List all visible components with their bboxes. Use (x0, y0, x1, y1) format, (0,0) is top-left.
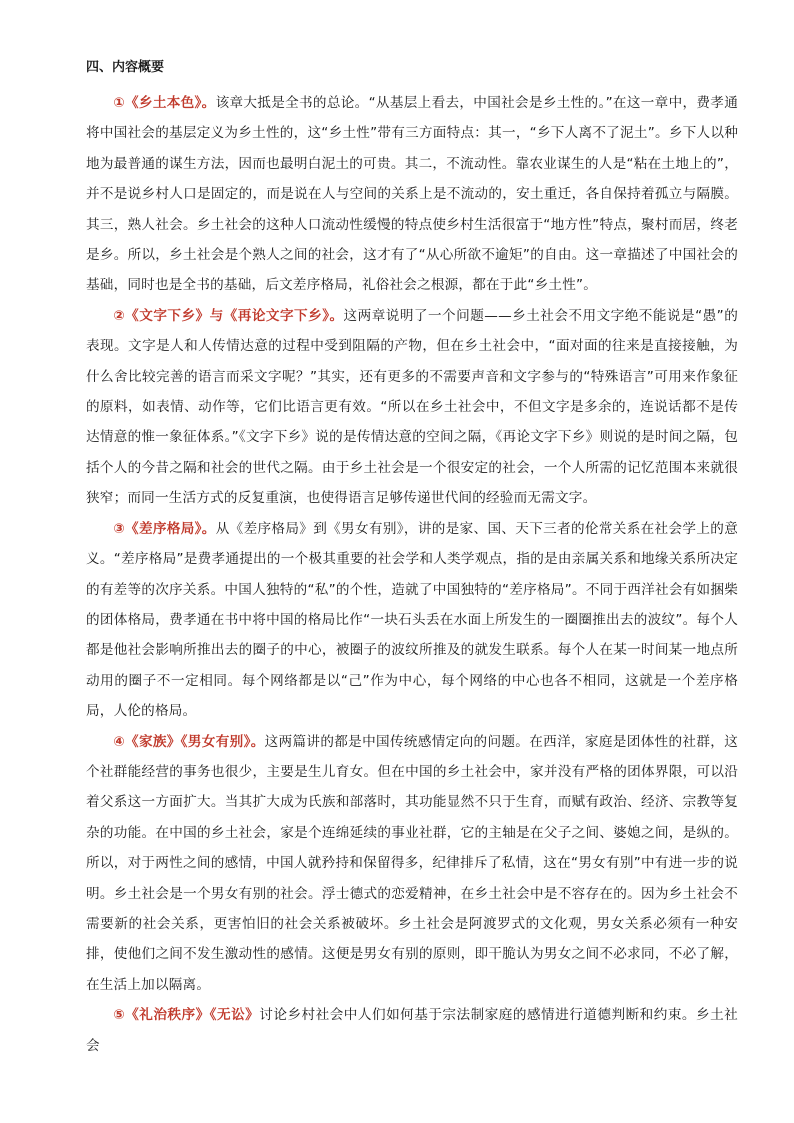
paragraph-3-title: ③《差序格局》。 (113, 520, 216, 537)
paragraph-3 (86, 514, 738, 727)
paragraph-4-title: ④《家族》《男女有别》。 (113, 733, 265, 750)
paragraph-5-title: ⑤《礼治秩序》《无讼》 (113, 1007, 260, 1024)
paragraph-5-text: 讨论乡村社会中人们如何基于宗法制家庭的感情进行道德判断和约束。乡土社会 (86, 1007, 738, 1054)
paragraph-2-text: 这两章说明了一个问题——乡土社会不用文字绝不能说是“愚”的表现。文字是人和人传情达意的过程中受到阻隔的产物，但在乡土社会中，“面对面的往来是直接接触，为什么舍比较完善的语言而采文字呢？”其实，还有更多的不需要声音和文字参与的“特殊语言”可用来作象征的原料，如表情、动作等，它们比语言更有效。“所以在乡土社会中，不但文字是多余的，连说话都不是传达情意的惟一象征体系。”《文字下乡》说的是传情达意的空间之隔，《再论文字下乡》则说的是时间之隔，包括个人的今昔之隔和社会的世代之隔。由于乡土社会是一个很安定的社会，一个人所需的记忆范围本来就很狭窄；而同一生活方式的反复重演，也使得语言足够传递世代间的经验而无需文字。 (86, 307, 738, 507)
paragraph-2 (86, 301, 738, 514)
paragraph-3-text: 从《差序格局》到《男女有别》，讲的是家、国、天下三者的伦常关系在社会学上的意义。“差序格局”是费孝通提出的一个极其重要的社会学和人类学观点，指的是由亲属关系和地缘关系所决定的有差等的次序关系。中国人独特的“私”的个性，造就了中国独特的“差序格局”。不同于西洋社会有如捆柴的团体格局，费孝通在书中将中国的格局比作“一块石头丢在水面上所发生的一圈圈推出去的波纹”。每个人都是他社会影响所推出去的圈子的中心，被圈子的波纹所推及的就发生联系。每个人在某一时间某一地点所动用的圈子不一定相同。每个网络都是以“己”作为中心，每个网络的中心也各不相同，这就是一个差序格局，人伦的格局。 (86, 520, 738, 720)
paragraph-2-title: ②《文字下乡》与《再论文字下乡》。 (113, 307, 344, 324)
paragraph-4 (86, 727, 738, 1001)
paragraph-1-title: ①《乡土本色》。 (113, 95, 216, 111)
paragraph-5 (86, 1000, 738, 1061)
paragraph-1 (86, 88, 738, 301)
document-page (86, 58, 738, 1061)
paragraph-1-text: 该章大抵是全书的总论。“从基层上看去，中国社会是乡土性的。”在这一章中，费孝通将中国社会的基层定义为乡土性的，这“乡土性”带有三方面特点：其一，“乡下人离不了泥土”。乡下人以种地为最普通的谋生方法，因而也最明白泥土的可贵。其二，不流动性。靠农业谋生的人是“粘在土地上的”，并不是说乡村人口是固定的，而是说在人与空间的关系上是不流动的，安土重迁，各自保持着孤立与隔膜。其三，熟人社会。乡土社会的这种人口流动性缓慢的特点使乡村生活很富于“地方性”特点，聚村而居，终老是乡。所以，乡土社会是个熟人之间的社会，这才有了“从心所欲不逾矩”的自由。这一章描述了中国社会的基础，同时也是全书的基础，后文差序格局，礼俗社会之根源，都在于此“乡土性”。 (86, 95, 738, 294)
section-heading: 四、内容概要 (86, 60, 165, 75)
paragraph-4-text: 这两篇讲的都是中国传统感情定向的问题。在西洋，家庭是团体性的社群，这个社群能经营的事务也很少，主要是生儿育女。但在中国的乡土社会中，家并没有严格的团体界限，可以沿着父系这一方面扩大。当其扩大成为氏族和部落时，其功能显然不只于生育，而赋有政治、经济、宗教等复杂的功能。在中国的乡土社会，家是个连绵延续的事业社群，它的主轴是在父子之间、婆媳之间，是纵的。所以，对于两性之间的感情，中国人就矜持和保留得多，纪律排斥了私情，这在“男女有别”中有进一步的说明。乡土社会是一个男女有别的社会。浮士德式的恋爱精神，在乡土社会中是不容存在的。因为乡土社会不需要新的社会关系，更害怕旧的社会关系被破坏。乡土社会是阿渡罗式的文化观，男女关系必须有一种安排，使他们之间不发生激动性的感情。这便是男女有别的原则，即干脆认为男女之间不必求同，不必了解，在生活上加以隔离。 (86, 733, 738, 993)
